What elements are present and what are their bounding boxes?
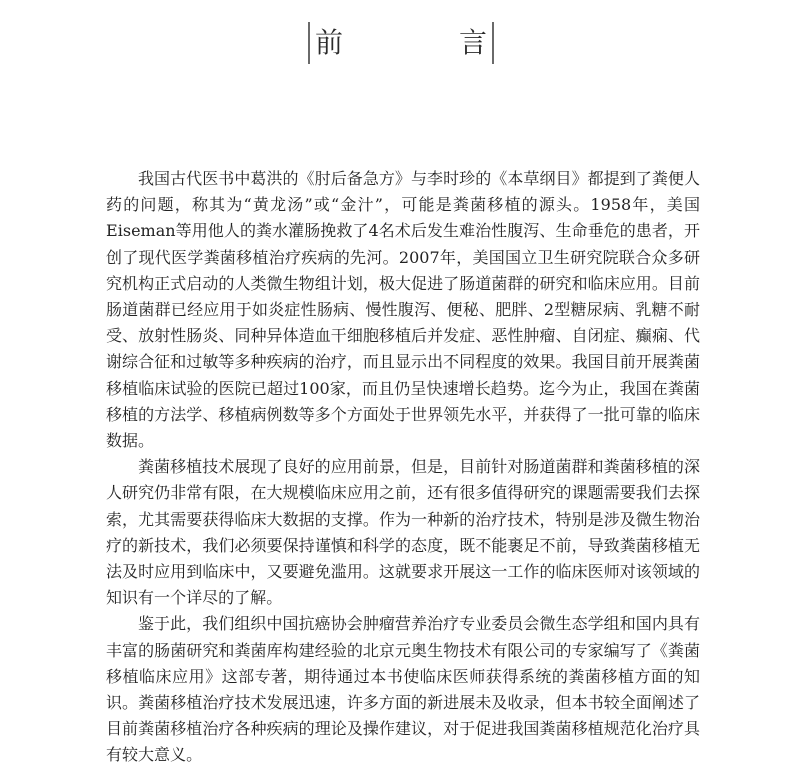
preface-body <box>106 166 700 769</box>
paragraph-1: 我国古代医书中葛洪的《肘后备急方》与李时珍的《本草纲目》都提到了粪便人药的问题，称其为“黄龙汤”或“金汁”，可能是粪菌移植的源头。1958年，美国Eiseman等用他人的粪水灌肠挽救了4名术后发生难治性腹泻、生命垂危的患者，开创了现代医学粪菌移植治疗疾病的先河。2007年，美国国立卫生研究院联合众多研究机构正式启动的人类微生物组计划，极大促进了肠道菌群的研究和临床应用。目前肠道菌群已经应用于如炎症性肠病、慢性腹泻、便秘、肥胖、2型糖尿病、乳糖不耐受、放射性肠炎、同种异体造血干细胞移植后并发症、恶性肿瘤、自闭症、癫痫、代谢综合征和过敏等多种疾病的治疗，而且显示出不同程度的效果。我国目前开展粪菌移植临床试验的医院已超过100家，而且仍呈快速增长趋势。迄今为止，我国在粪菌移植的方法学、移植病例数等多个方面处于世界领先水平，并获得了一批可靠的临床数据。 <box>106 169 700 451</box>
paragraph-2: 粪菌移植技术展现了良好的应用前景，但是，目前针对肠道菌群和粪菌移植的深人研究仍非常有限，在大规模临床应用之前，还有很多值得研究的课题需要我们去探索，尤其需要获得临床大数据的支撑。作为一种新的治疗技术，特别是涉及微生物治疗的新技术，我们必须要保持谨慎和科学的态度，既不能裹足不前，导致粪菌移植无法及时应用到临床中，又要避免滥用。这就要求开展这一工作的临床医师对该领域的知识有一个详尽的了解。 <box>106 457 700 608</box>
page-title: 前 言 <box>314 26 531 59</box>
paragraph-3: 鉴于此，我们组织中国抗癌协会肿瘤营养治疗专业委员会微生态学组和国内具有丰富的肠菌研究和粪菌库构建经验的北京元奥生物技术有限公司的专家编写了《粪菌移植临床应用》这部专著，期待通过本书使临床医师获得系统的粪菌移植方面的知识。粪菌移植治疗技术发展迅速，许多方面的新进展未及收录，但本书较全面阐述了目前粪菌移植治疗各种疾病的理论及操作建议，对于促进我国粪菌移植规范化治疗具有较大意义。 <box>106 614 700 765</box>
title-frame <box>308 22 531 64</box>
